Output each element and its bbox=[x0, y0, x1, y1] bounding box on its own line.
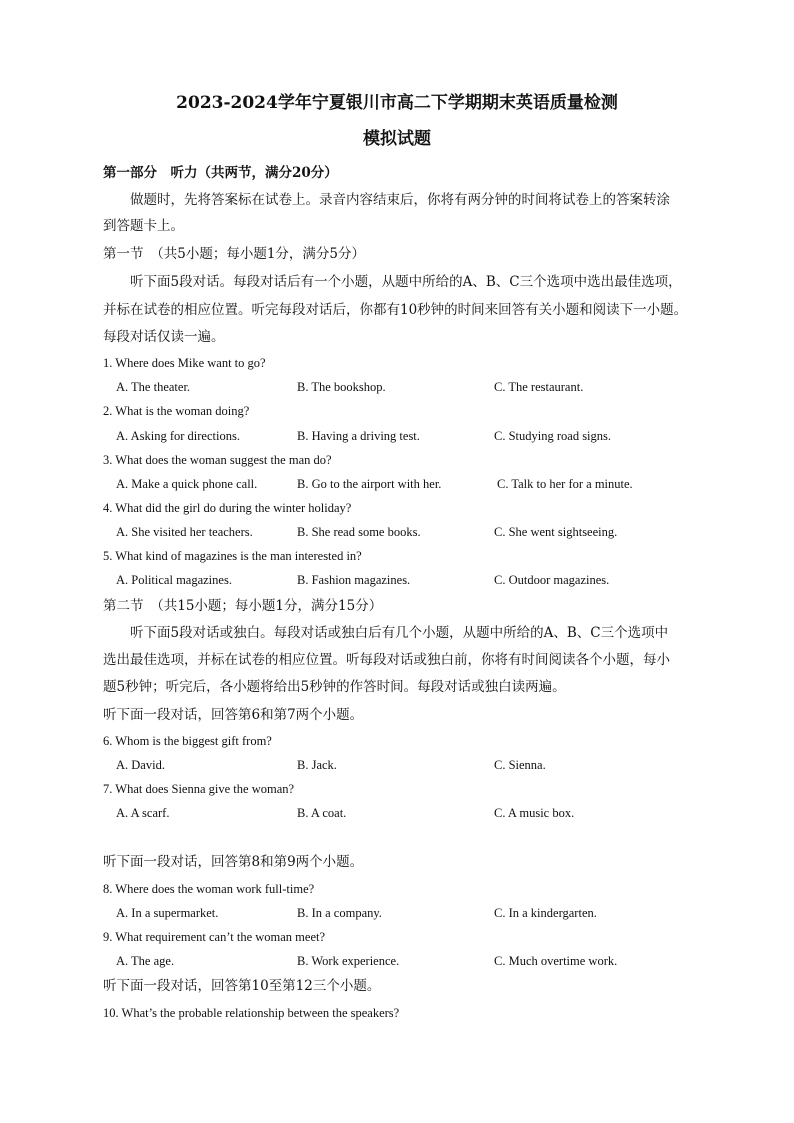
option-c: C. She went sightseeing. bbox=[494, 525, 618, 539]
section2-instruction-line: 题5秒钟；听完后，各小题将给出5秒钟的作答时间。每段对话或独白读两遍。 bbox=[103, 679, 566, 695]
part1-heading: 第一部分 听力（共两节，满分20分） bbox=[103, 165, 338, 181]
question-stem: 10. What’s the probable relationship between the speakers? bbox=[103, 1006, 400, 1020]
option-a: A. David. bbox=[116, 758, 165, 772]
option-b: B. Having a driving test. bbox=[297, 429, 420, 443]
option-a: A. The theater. bbox=[116, 380, 191, 394]
group-instruction: 听下面一段对话，回答第6和第7两个小题。 bbox=[103, 707, 364, 723]
group-instruction: 听下面一段对话，回答第8和第9两个小题。 bbox=[103, 854, 364, 870]
option-a: A. Make a quick phone call. bbox=[116, 477, 258, 491]
exam-subtitle: 模拟试题 bbox=[363, 129, 431, 149]
option-b: B. Work experience. bbox=[297, 954, 400, 968]
question-stem: 6. Whom is the biggest gift from? bbox=[103, 734, 272, 748]
section1-instruction-line: 每段对话仅读一遍。 bbox=[103, 329, 225, 345]
section1-instruction-line: 并标在试卷的相应位置。听完每段对话后，你都有10秒钟的时间来回答有关小题和阅读下一小题。 bbox=[103, 302, 688, 318]
question-stem: 5. What kind of magazines is the man interested in? bbox=[103, 549, 362, 563]
section2-instruction-line: 选出最佳选项，并标在试卷的相应位置。听每段对话或独白前，你将有时间阅读各个小题，每小 bbox=[103, 652, 670, 668]
option-c: C. Outdoor magazines. bbox=[494, 573, 610, 587]
option-a: A. In a supermarket. bbox=[116, 906, 219, 920]
option-c: C. A music box. bbox=[494, 806, 575, 820]
option-a: A. The age. bbox=[116, 954, 175, 968]
option-b: B. The bookshop. bbox=[297, 380, 386, 394]
option-b: B. A coat. bbox=[297, 806, 347, 820]
group-instruction: 听下面一段对话，回答第10至第12三个小题。 bbox=[103, 978, 381, 994]
option-b: B. She read some books. bbox=[297, 525, 421, 539]
question-stem: 4. What did the girl do during the winter holiday? bbox=[103, 501, 352, 515]
question-stem: 8. Where does the woman work full-time? bbox=[103, 882, 315, 896]
question-stem: 2. What is the woman doing? bbox=[103, 404, 250, 418]
option-a: A. Asking for directions. bbox=[116, 429, 240, 443]
option-b: B. Fashion magazines. bbox=[297, 573, 411, 587]
section1-instruction-line: 听下面5段对话。每段对话后有一个小题，从题中所给的A、B、C三个选项中选出最佳选项， bbox=[130, 274, 682, 290]
part1-instruction-line: 做题时，先将答案标在试卷上。录音内容结束后，你将有两分钟的时间将试卷上的答案转涂 bbox=[130, 192, 670, 208]
option-b: B. Jack. bbox=[297, 758, 337, 772]
option-a: A. A scarf. bbox=[116, 806, 170, 820]
question-stem: 9. What requirement can’t the woman meet? bbox=[103, 930, 326, 944]
option-a: A. Political magazines. bbox=[116, 573, 232, 587]
option-c: C. In a kindergarten. bbox=[494, 906, 597, 920]
question-stem: 7. What does Sienna give the woman? bbox=[103, 782, 295, 796]
exam-title: 2023-2024学年宁夏银川市高二下学期期末英语质量检测 bbox=[176, 93, 618, 113]
option-c: C. Much overtime work. bbox=[494, 954, 618, 968]
option-a: A. She visited her teachers. bbox=[116, 525, 253, 539]
section2-instruction-line: 听下面5段对话或独白。每段对话或独白后有几个小题，从题中所给的A、B、C三个选项中 bbox=[130, 625, 669, 641]
section2-heading: 第二节 （共15小题；每小题1分，满分15分） bbox=[103, 598, 383, 614]
option-c: C. The restaurant. bbox=[494, 380, 584, 394]
option-b: B. Go to the airport with her. bbox=[297, 477, 442, 491]
part1-instruction-line: 到答题卡上。 bbox=[103, 218, 184, 234]
question-stem: 3. What does the woman suggest the man do? bbox=[103, 453, 332, 467]
question-stem: 1. Where does Mike want to go? bbox=[103, 356, 266, 370]
option-c: C. Talk to her for a minute. bbox=[497, 477, 633, 491]
option-c: C. Studying road signs. bbox=[494, 429, 612, 443]
option-c: C. Sienna. bbox=[494, 758, 546, 772]
option-b: B. In a company. bbox=[297, 906, 382, 920]
section1-heading: 第一节 （共5小题；每小题1分，满分5分） bbox=[103, 246, 366, 262]
